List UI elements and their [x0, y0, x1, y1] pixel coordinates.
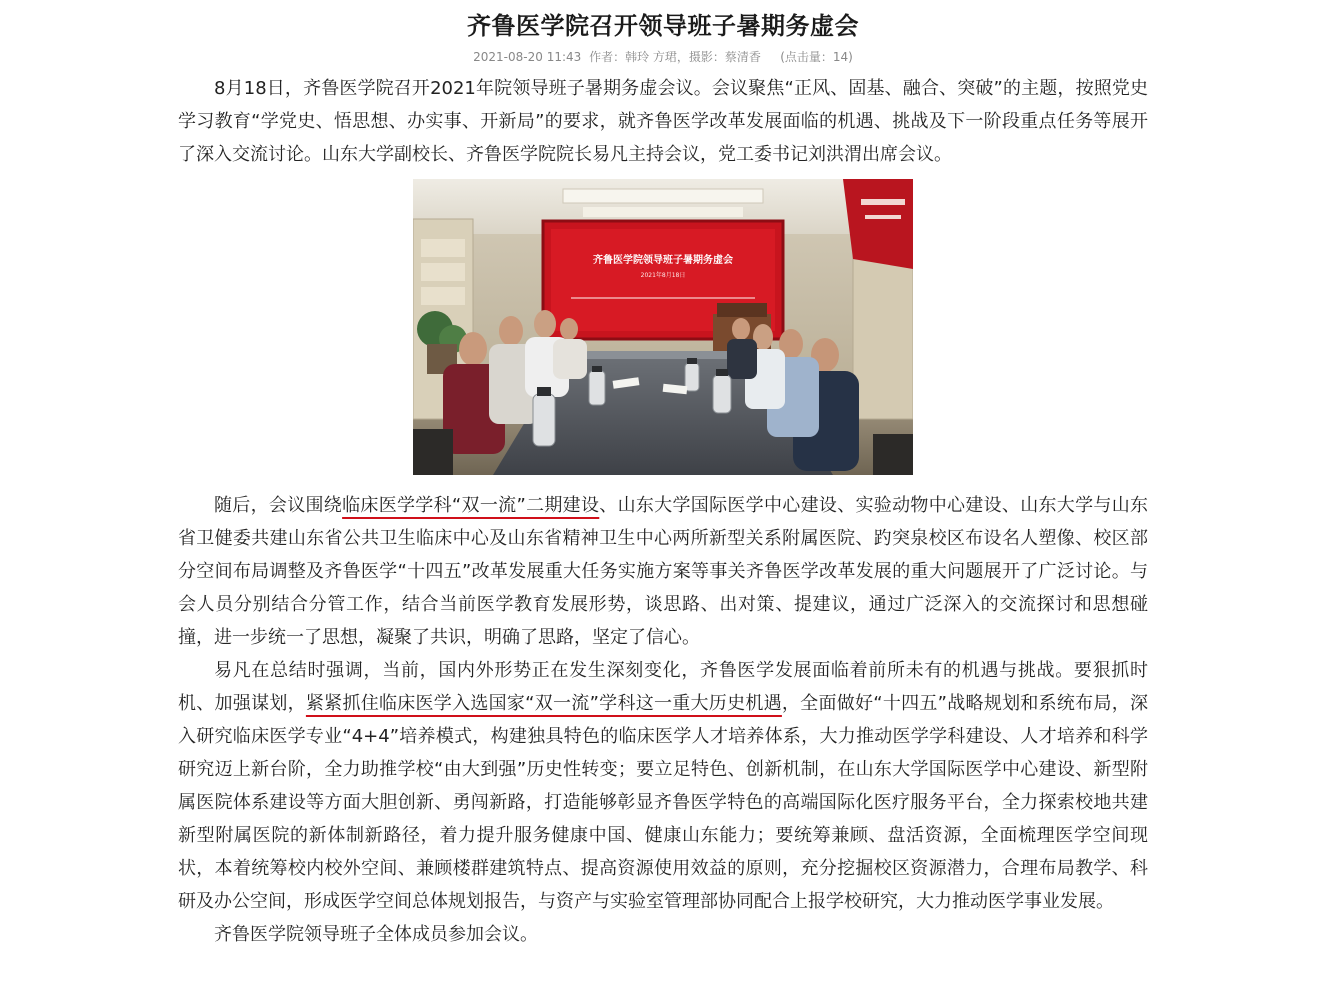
author-credits: 作者：韩玲 方珺，摄影：蔡清香 [589, 50, 761, 64]
highlighted-phrase-1: 临床医学学科“双一流”二期建设 [342, 495, 600, 516]
paragraph-3-rest: ，全面做好“十四五”战略规划和系统布局，深入研究临床医学专业“4+4”培养模式，构建独具特色的临床医学人才培养体系，大力推动医学学科建设、人才培养和科学研究迈上新台阶，全力助推学校“由大到强”历史性转变；要立足特色、创新机制，在山东大学国际医学中心建设、新型附属医院体系建设等方面大胆创新、勇闯新路，打造能够彰显齐鲁医学特色的高端国际化医疗服务平台，全力探索校地共建新型附属医院的新体制新路径，着力提升服务健康中国、健康山东能力；要统筹兼顾、盘活资源，全面梳理医学空间现状，本着统筹校内校外空间、兼顾楼群建筑特点、提高资源使用效益的原则，充分挖掘校区资源潜力，合理布局教学、科研及办公空间，形成医学空间总体规划报告，与资产与实验室管理部协同配合上报学校研究，大力推动医学事业发展。 [178, 693, 1148, 912]
publish-date: 2021-08-20 11:43 [473, 50, 582, 64]
article-title: 齐鲁医学院召开领导班子暑期务虚会 [467, 12, 859, 40]
paragraph-1: 8月18日，齐鲁医学院召开2021年院领导班子暑期务虚会议。会议聚焦“正风、固基、融合、突破”的主题，按照党史学习教育“学党史、悟思想、办实事、开新局”的要求，就齐鲁医学改革发展面临的机遇、挑战及下一阶段重点任务等展开了深入交流讨论。山东大学副校长、齐鲁医学院院长易凡主持会议，党工委书记刘洪渭出席会议。 [178, 78, 1148, 165]
hit-count: (点击量：14) [780, 50, 853, 64]
paragraph-2 [178, 489, 1148, 654]
screen-date: 2021年8月18日 [640, 272, 686, 279]
article [178, 0, 1148, 951]
paragraph-2-rest: 、山东大学国际医学中心建设、实验动物中心建设、山东大学与山东省卫健委共建山东省公共卫生临床中心及山东省精神卫生中心两所新型关系附属医院、趵突泉校区布设名人塑像、校区部分空间布局调整及齐鲁医学“十四五”改革发展重大任务实施方案等事关齐鲁医学改革发展的重大问题展开了广泛讨论。与会人员分别结合分管工作，结合当前医学教育发展形势，谈思路、出对策、提建议，通过广泛深入的交流探讨和思想碰撞，进一步统一了思想，凝聚了共识，明确了思路，坚定了信心。 [178, 495, 1149, 648]
article-meta [178, 46, 1148, 68]
meeting-photo [413, 179, 913, 475]
paragraph-3-lead: 易凡在总结时强调，当前，国内外形势正在发生深刻变化，齐鲁医学发展面临着前所未有的机遇与挑战。要狠抓时机、加强谋划， [178, 660, 1148, 714]
paragraph-4: 齐鲁医学院领导班子全体成员参加会议。 [214, 924, 538, 945]
paragraph-2-lead: 随后，会议围绕 [214, 495, 343, 516]
meeting-photo-illustration [413, 179, 913, 475]
paragraph-3 [178, 654, 1148, 918]
highlighted-phrase-2: 紧紧抓住临床医学入选国家“双一流”学科这一重大历史机遇 [305, 693, 782, 714]
screen-title: 齐鲁医学院领导班子暑期务虚会 [593, 255, 733, 266]
